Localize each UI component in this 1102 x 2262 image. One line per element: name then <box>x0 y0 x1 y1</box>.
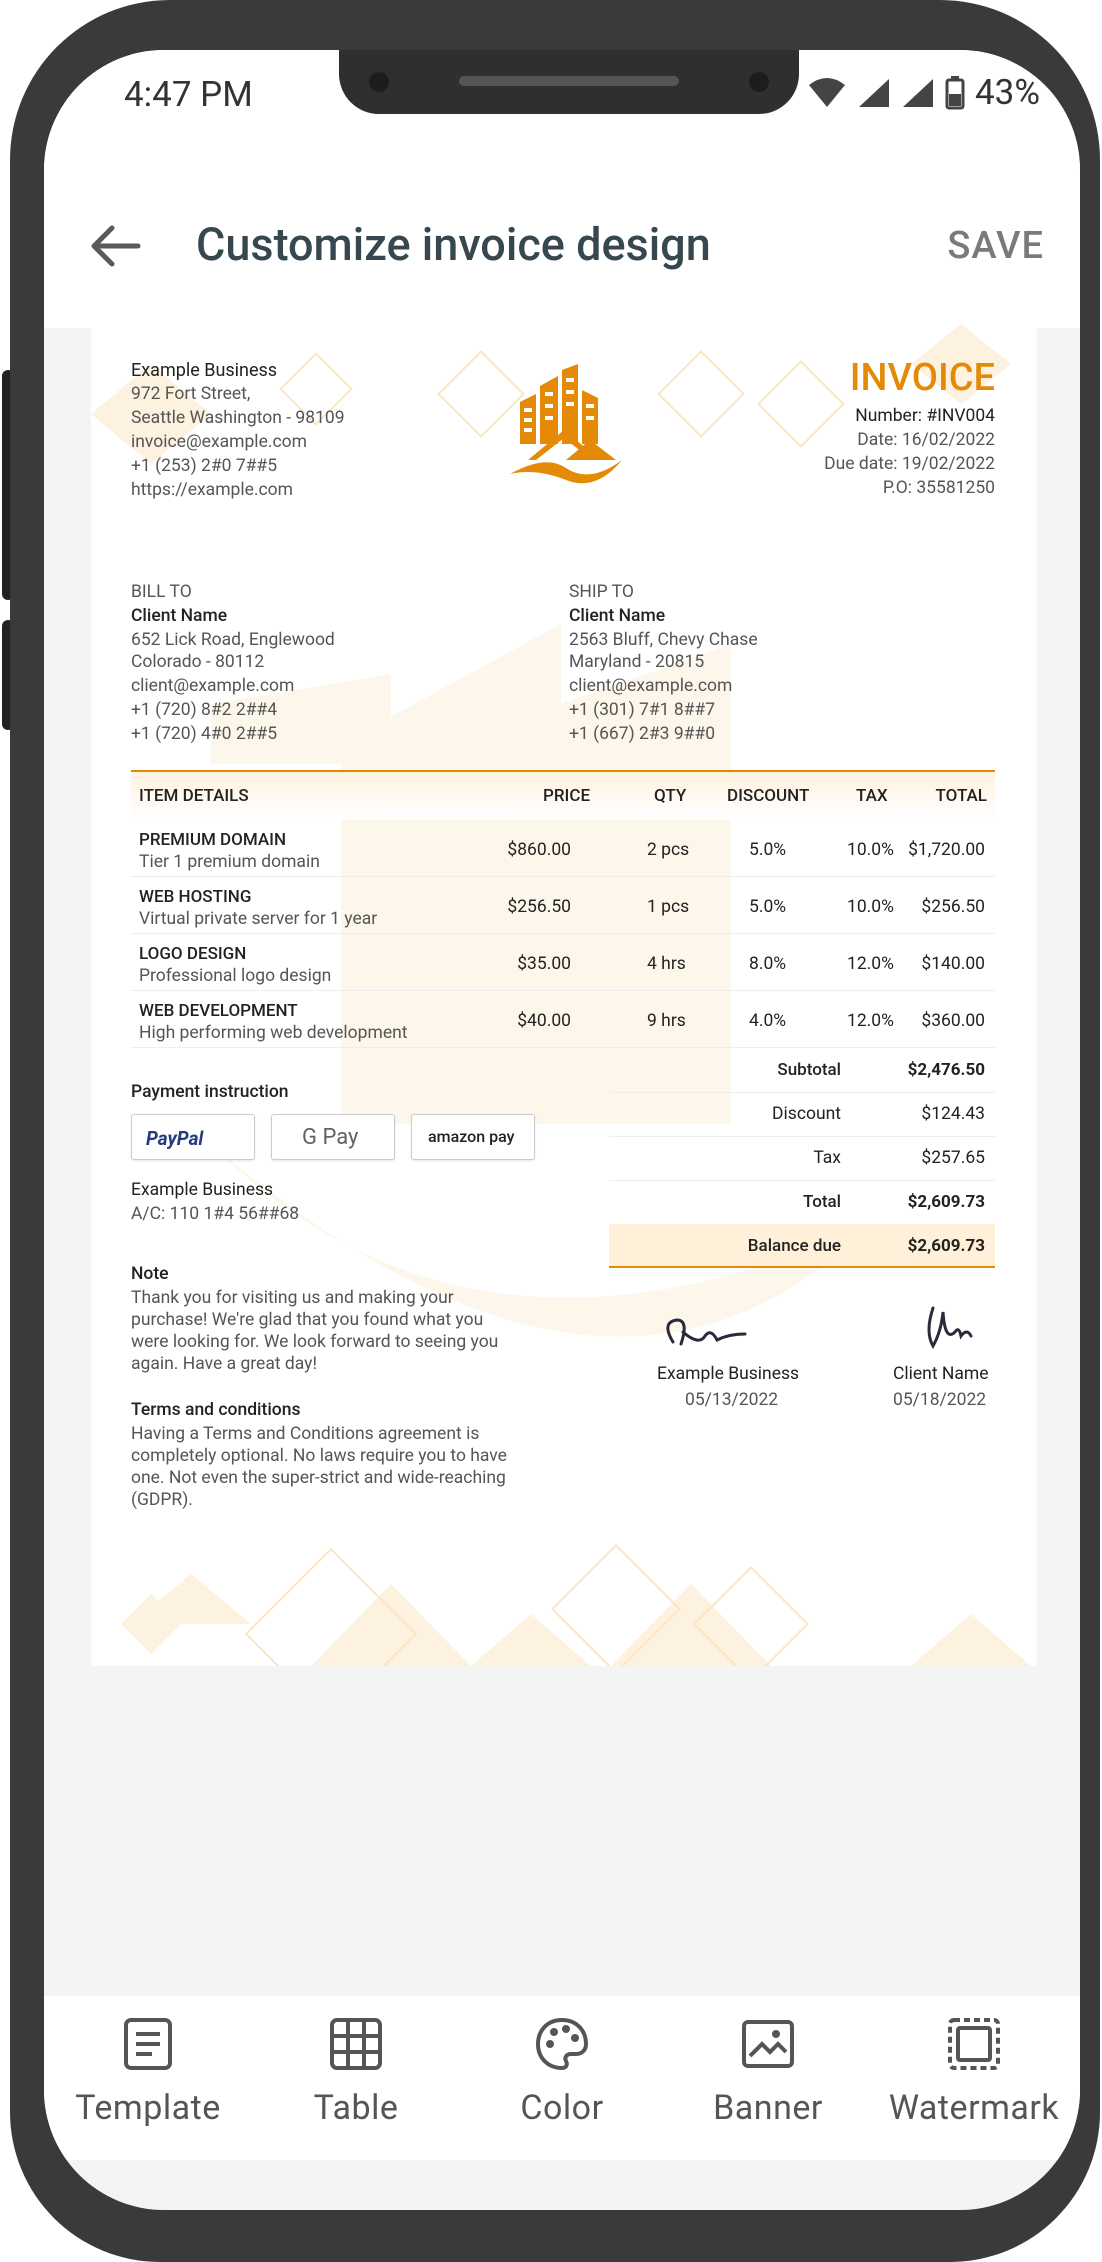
total-value: $2,609.73 <box>907 1192 985 1212</box>
item-qty: 2 pcs <box>647 840 690 860</box>
item-qty: 9 hrs <box>647 1011 686 1031</box>
item-price: $35.00 <box>517 954 571 974</box>
discount-value: $124.43 <box>921 1104 985 1124</box>
item-description: High performing web development <box>139 1023 408 1043</box>
bill-to-name: Client Name <box>131 606 228 626</box>
item-total: $256.50 <box>921 897 985 917</box>
business-phone: +1 (253) 2#0 7##5 <box>131 456 278 476</box>
totals-row-discount <box>609 1092 995 1137</box>
tax-value: $257.65 <box>921 1148 985 1168</box>
item-price: $256.50 <box>507 897 571 917</box>
watermark-icon <box>946 2016 1002 2072</box>
nav-item-table[interactable] <box>256 1996 456 2128</box>
item-name: WEB DEVELOPMENT <box>139 1001 298 1021</box>
note-line: Thank you for visiting us and making your <box>131 1288 454 1308</box>
column-header-discount: DISCOUNT <box>727 786 810 806</box>
nav-label-template: Template <box>75 2088 221 2128</box>
invoice-date: Date: 16/02/2022 <box>857 430 995 450</box>
item-name: PREMIUM DOMAIN <box>139 830 287 850</box>
balance-due-label: Balance due <box>747 1236 841 1256</box>
table-row <box>131 934 995 991</box>
item-qty: 4 hrs <box>647 954 686 974</box>
item-total: $1,720.00 <box>908 840 985 860</box>
client-signature-icon <box>921 1302 981 1354</box>
business-name: Example Business <box>131 360 278 381</box>
signature-date: 05/13/2022 <box>685 1390 779 1410</box>
business-email: invoice@example.com <box>131 432 307 452</box>
nav-item-template[interactable] <box>48 1996 248 2128</box>
terms-line: completely optional. No laws require you to have <box>131 1446 507 1466</box>
amazon-pay-logo: amazon pay <box>428 1127 515 1146</box>
page-title: Customize invoice design <box>196 218 711 271</box>
item-qty: 1 pcs <box>647 897 690 917</box>
column-header-total: TOTAL <box>935 786 987 806</box>
item-description: Virtual private server for 1 year <box>139 909 378 929</box>
totals-row-balance-due <box>609 1224 995 1268</box>
app-bar <box>44 160 1080 328</box>
ship-to-label: SHIP TO <box>569 582 634 602</box>
ship-to-phone1: +1 (301) 7#1 8##7 <box>569 700 716 720</box>
terms-line: Having a Terms and Conditions agreement is <box>131 1424 480 1444</box>
table-icon <box>328 2016 384 2072</box>
status-time: 4:47 PM <box>124 74 253 115</box>
invoice-po: P.O: 35581250 <box>882 478 995 498</box>
invoice-number: Number: #INV004 <box>855 406 995 426</box>
item-description: Tier 1 premium domain <box>139 852 320 872</box>
bill-to-label: BILL TO <box>131 582 192 602</box>
terms-label: Terms and conditions <box>131 1400 301 1420</box>
tax-label: Tax <box>813 1148 841 1168</box>
note-line: were looking for. We look forward to seeing you <box>131 1332 499 1352</box>
battery-icon <box>945 76 965 110</box>
totals-row-total <box>609 1180 995 1225</box>
subtotal-value: $2,476.50 <box>907 1060 985 1080</box>
discount-label: Discount <box>772 1104 841 1124</box>
item-price: $40.00 <box>517 1011 571 1031</box>
paypal-button[interactable] <box>131 1114 255 1160</box>
palette-icon <box>534 2016 590 2072</box>
payment-instruction-label: Payment instruction <box>131 1082 289 1102</box>
subtotal-label: Subtotal <box>777 1060 841 1080</box>
table-row <box>131 991 995 1048</box>
signature-name: Example Business <box>657 1364 800 1384</box>
wifi-icon <box>807 77 847 109</box>
ship-to-email: client@example.com <box>569 676 733 696</box>
signature-name: Client Name <box>893 1364 989 1384</box>
status-icons <box>807 72 1040 113</box>
invoice-heading: INVOICE <box>849 356 995 400</box>
google-pay-button[interactable] <box>271 1114 395 1160</box>
ship-to-phone2: +1 (667) 2#3 9##0 <box>569 724 716 744</box>
totals-row-tax <box>609 1136 995 1181</box>
save-button[interactable]: SAVE <box>947 224 1044 268</box>
bill-to-address1: 652 Lick Road, Englewood <box>131 630 335 650</box>
status-bar <box>44 50 1080 160</box>
item-tax: 10.0% <box>847 897 894 917</box>
note-line: again. Have a great day! <box>131 1354 317 1374</box>
camera-notch <box>339 50 799 114</box>
speaker-grille <box>459 76 679 86</box>
item-name: WEB HOSTING <box>139 887 252 907</box>
balance-due-value: $2,609.73 <box>907 1236 985 1256</box>
ship-to-address1: 2563 Bluff, Chevy Chase <box>569 630 758 650</box>
nav-item-banner[interactable] <box>668 1996 868 2128</box>
note-label: Note <box>131 1264 169 1284</box>
nav-item-color[interactable] <box>462 1996 662 2128</box>
invoice-due-date: Due date: 19/02/2022 <box>824 454 995 474</box>
google-pay-logo: G Pay <box>302 1125 359 1150</box>
column-header-price: PRICE <box>543 786 591 806</box>
item-total: $140.00 <box>921 954 985 974</box>
business-address-line2: Seattle Washington - 98109 <box>131 408 345 428</box>
item-tax: 12.0% <box>847 1011 894 1031</box>
nav-label-banner: Banner <box>713 2088 823 2128</box>
paypal-logo: PayPal <box>146 1127 204 1150</box>
nav-label-watermark: Watermark <box>888 2088 1060 2128</box>
signal-icon <box>857 77 891 109</box>
banner-icon <box>740 2016 796 2072</box>
business-address-line1: 972 Fort Street, <box>131 384 251 404</box>
ship-to-name: Client Name <box>569 606 666 626</box>
item-tax: 10.0% <box>847 840 894 860</box>
item-discount: 5.0% <box>749 897 787 917</box>
sensor-icon <box>749 72 769 92</box>
template-icon <box>120 2016 176 2072</box>
item-discount: 5.0% <box>749 840 787 860</box>
bill-to-address2: Colorado - 80112 <box>131 652 265 672</box>
invoice-preview[interactable] <box>91 324 1037 1666</box>
battery-percent: 43% <box>975 72 1040 113</box>
business-logo-icon <box>506 364 624 484</box>
amazon-pay-button[interactable] <box>411 1114 535 1160</box>
bill-to-phone1: +1 (720) 8#2 2##4 <box>131 700 278 720</box>
column-header-qty: QTY <box>654 786 687 806</box>
terms-line: (GDPR). <box>131 1490 193 1510</box>
ship-to-address2: Maryland - 20815 <box>569 652 705 672</box>
total-label: Total <box>802 1192 841 1212</box>
terms-line: one. Not even the super-strict and wide-reaching <box>131 1468 506 1488</box>
table-row <box>131 820 995 877</box>
account-name: Example Business <box>131 1180 274 1200</box>
totals-row-subtotal <box>609 1048 995 1093</box>
item-description: Professional logo design <box>139 966 332 986</box>
bottom-navigation <box>44 1996 1080 2160</box>
signal-icon <box>901 77 935 109</box>
item-price: $860.00 <box>507 840 571 860</box>
column-header-item: ITEM DETAILS <box>139 786 249 806</box>
nav-item-watermark[interactable] <box>874 1996 1074 2128</box>
nav-label-color: Color <box>520 2088 604 2128</box>
business-website: https://example.com <box>131 480 294 500</box>
camera-icon <box>369 72 389 92</box>
note-line: purchase! We're glad that you found what you <box>131 1310 484 1330</box>
item-total: $360.00 <box>921 1011 985 1031</box>
item-name: LOGO DESIGN <box>139 944 247 964</box>
phone-screen <box>44 50 1080 2210</box>
account-number: A/C: 110 1#4 56##68 <box>131 1204 300 1224</box>
item-tax: 12.0% <box>847 954 894 974</box>
back-arrow-icon[interactable] <box>86 216 146 276</box>
nav-label-table: Table <box>313 2088 399 2128</box>
bill-to-phone2: +1 (720) 4#0 2##5 <box>131 724 278 744</box>
item-discount: 4.0% <box>749 1011 787 1031</box>
column-header-tax: TAX <box>856 786 888 806</box>
item-discount: 8.0% <box>749 954 787 974</box>
signature-date: 05/18/2022 <box>893 1390 987 1410</box>
bill-to-email: client@example.com <box>131 676 295 696</box>
phone-frame <box>10 0 1100 2262</box>
table-row <box>131 877 995 934</box>
business-signature-icon <box>659 1312 749 1352</box>
